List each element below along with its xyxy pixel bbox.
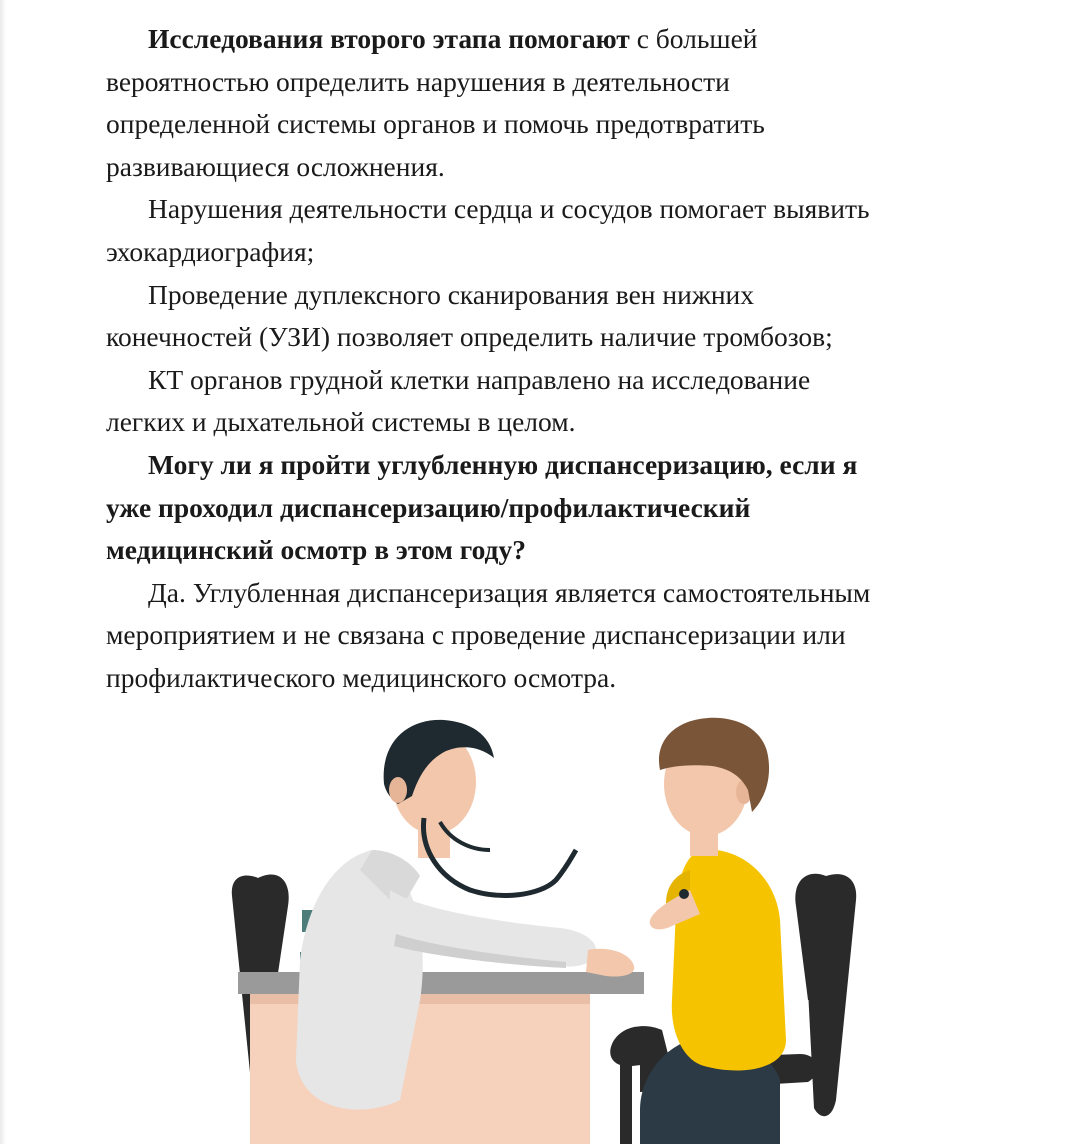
text-line: мероприятием и не связана с проведение диспансеризации или xyxy=(106,619,846,651)
question-line: уже проходил диспансеризацию/профилактический xyxy=(106,491,751,523)
text-line: определенной системы органов и помочь предотвратить xyxy=(106,108,765,140)
paragraph-echocardiography xyxy=(106,188,1006,273)
text-line: КТ органов грудной клетки направлено на исследование xyxy=(148,363,811,395)
paragraph-second-stage xyxy=(106,18,1006,188)
text-line: эхокардиография; xyxy=(106,235,315,267)
paragraph-answer xyxy=(106,572,1006,700)
text-line: Проведение дуплексного сканирования вен нижних xyxy=(148,278,755,310)
paragraph-duplex-scanning xyxy=(106,274,1006,359)
doctor-examining-patient-illustration xyxy=(0,700,1080,1144)
paragraph-question xyxy=(106,444,1006,572)
question-line: Могу ли я пройти углубленную диспансеризацию, если я xyxy=(148,448,858,480)
bold-lead-text: Исследования второго этапа помогают xyxy=(148,23,630,54)
text-line: профилактического медицинского осмотра. xyxy=(106,661,617,693)
text-line: Нарушения деятельности сердца и сосудов помогает выявить xyxy=(148,193,870,225)
text-span: с большей xyxy=(629,23,758,54)
document-text xyxy=(106,18,1006,700)
text-line: конечностей (УЗИ) позволяет определить наличие тромбозов; xyxy=(106,321,833,353)
text-line: развивающиеся осложнения. xyxy=(106,150,445,182)
paragraph-chest-ct xyxy=(106,359,1006,444)
text-line: легких и дыхательной системы в целом. xyxy=(106,406,576,438)
patient-icon xyxy=(640,718,786,1144)
text-line: вероятностью определить нарушения в деятельности xyxy=(106,65,730,97)
text-line xyxy=(106,18,1006,61)
stethoscope-icon xyxy=(679,889,689,899)
text-line: Да. Углубленная диспансеризация является самостоятельным xyxy=(148,576,871,608)
question-line: медицинский осмотр в этом году? xyxy=(106,534,526,566)
